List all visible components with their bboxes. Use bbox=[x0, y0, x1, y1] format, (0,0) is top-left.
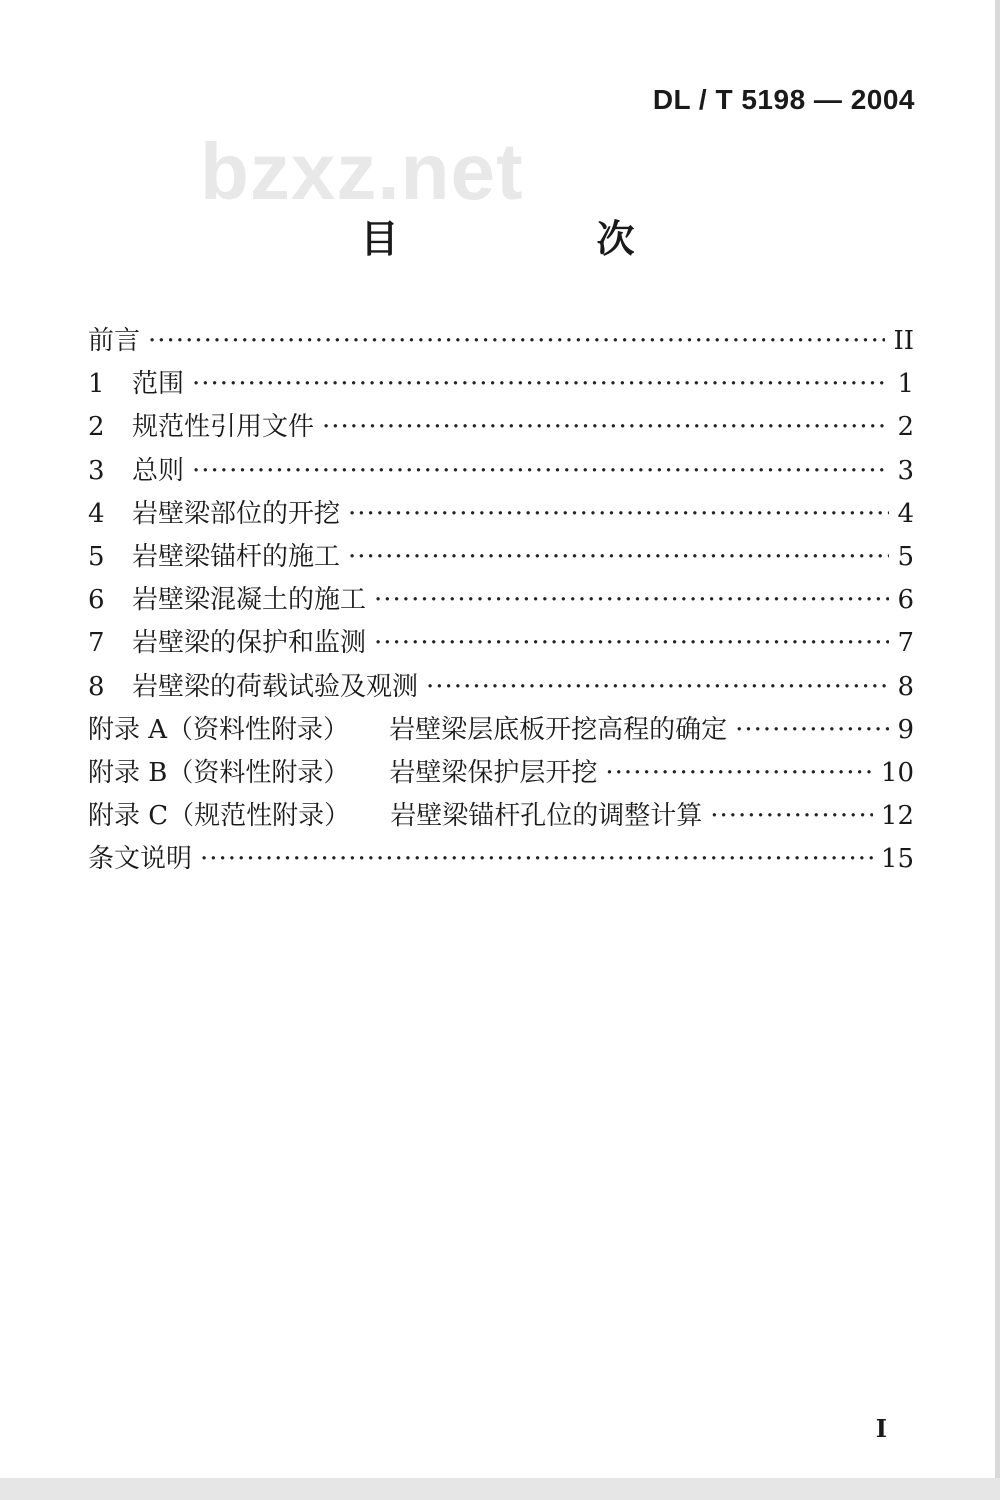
toc-item-page: 9 bbox=[897, 714, 914, 745]
toc-item-number: 1 bbox=[88, 369, 105, 400]
toc-item-page: 1 bbox=[897, 369, 914, 400]
toc-item-appendix-b[interactable] bbox=[88, 752, 914, 795]
appendix-title: 岩壁梁锚杆孔位的调整计算 bbox=[390, 801, 703, 832]
leader-dots bbox=[374, 585, 889, 615]
toc-item-label: 岩壁梁锚杆的施工 bbox=[132, 541, 341, 572]
toc-item-chapter-7[interactable] bbox=[88, 622, 914, 665]
toc-item-number: 5 bbox=[88, 541, 105, 572]
page-edge-right bbox=[995, 0, 1000, 1500]
appendix-title: 岩壁梁层底板开挖高程的确定 bbox=[389, 714, 728, 745]
appendix-type: （资料性附录） bbox=[167, 757, 350, 788]
toc-item-label: 前言 bbox=[88, 326, 141, 356]
toc-item-number: 3 bbox=[88, 455, 105, 486]
leader-dots bbox=[192, 369, 889, 399]
toc-item-label: 岩壁梁部位的开挖 bbox=[132, 498, 341, 529]
toc-item-label: 岩壁梁的保护和监测 bbox=[132, 628, 367, 659]
leader-dots bbox=[348, 499, 889, 529]
toc-item-appendix-a[interactable] bbox=[88, 709, 914, 752]
toc-item-page: 15 bbox=[880, 844, 914, 875]
toc-item-number: 4 bbox=[88, 498, 105, 529]
toc-item-number: 2 bbox=[88, 412, 105, 443]
toc-item-page: 10 bbox=[880, 757, 914, 788]
toc-item-label: 条文说明 bbox=[88, 844, 193, 875]
toc-item-label: 总则 bbox=[132, 455, 185, 486]
toc-item-chapter-6[interactable] bbox=[88, 579, 914, 622]
leader-dots bbox=[200, 844, 873, 874]
leader-dots bbox=[192, 456, 889, 486]
watermark-text: bzxz.net bbox=[200, 127, 524, 216]
leader-dots bbox=[322, 412, 889, 442]
toc-item-page: II bbox=[893, 326, 914, 356]
toc-item-preface[interactable] bbox=[88, 320, 914, 363]
toc-item-chapter-2[interactable] bbox=[88, 406, 914, 449]
appendix-id: 附录 B bbox=[88, 757, 168, 788]
leader-dots bbox=[735, 715, 889, 745]
leader-dots bbox=[374, 628, 889, 658]
appendix-id: 附录 C bbox=[88, 801, 169, 832]
appendix-type: （规范性附录） bbox=[168, 801, 351, 832]
table-of-contents bbox=[88, 320, 914, 881]
toc-item-number: 6 bbox=[88, 585, 105, 616]
toc-item-label: 岩壁梁的荷载试验及观测 bbox=[132, 671, 419, 702]
leader-dots bbox=[605, 758, 873, 788]
standard-code: DL / T 5198 — 2004 bbox=[652, 84, 915, 115]
toc-item-page: 4 bbox=[897, 498, 914, 529]
leader-dots bbox=[148, 326, 885, 356]
toc-item-page: 5 bbox=[897, 541, 914, 572]
toc-item-chapter-8[interactable] bbox=[88, 666, 914, 709]
toc-item-page: 7 bbox=[897, 628, 914, 659]
toc-item-number: 8 bbox=[88, 671, 105, 702]
toc-item-label: 岩壁梁混凝土的施工 bbox=[132, 585, 367, 616]
page-number: I bbox=[875, 1414, 887, 1443]
toc-item-label: 范围 bbox=[132, 369, 185, 400]
toc-item-page: 6 bbox=[897, 585, 914, 616]
toc-item-page: 3 bbox=[897, 455, 914, 486]
toc-item-page: 2 bbox=[897, 412, 914, 443]
leader-dots bbox=[710, 801, 873, 831]
toc-item-page: 8 bbox=[897, 671, 914, 702]
toc-item-appendix-c[interactable] bbox=[88, 795, 914, 838]
appendix-type: （资料性附录） bbox=[167, 714, 350, 745]
toc-item-page: 12 bbox=[880, 801, 914, 832]
page-title: 目 次 bbox=[360, 217, 715, 261]
toc-item-number: 7 bbox=[88, 628, 105, 659]
toc-item-label: 规范性引用文件 bbox=[132, 412, 315, 443]
appendix-id: 附录 A bbox=[88, 714, 168, 745]
toc-item-chapter-3[interactable] bbox=[88, 450, 914, 493]
toc-item-explanation[interactable] bbox=[88, 838, 914, 881]
toc-item-chapter-5[interactable] bbox=[88, 536, 914, 579]
toc-item-chapter-1[interactable] bbox=[88, 363, 914, 406]
appendix-title: 岩壁梁保护层开挖 bbox=[389, 757, 598, 788]
page-edge-bottom bbox=[0, 1478, 1000, 1500]
toc-item-chapter-4[interactable] bbox=[88, 493, 914, 536]
leader-dots bbox=[348, 542, 889, 572]
leader-dots bbox=[426, 672, 889, 702]
